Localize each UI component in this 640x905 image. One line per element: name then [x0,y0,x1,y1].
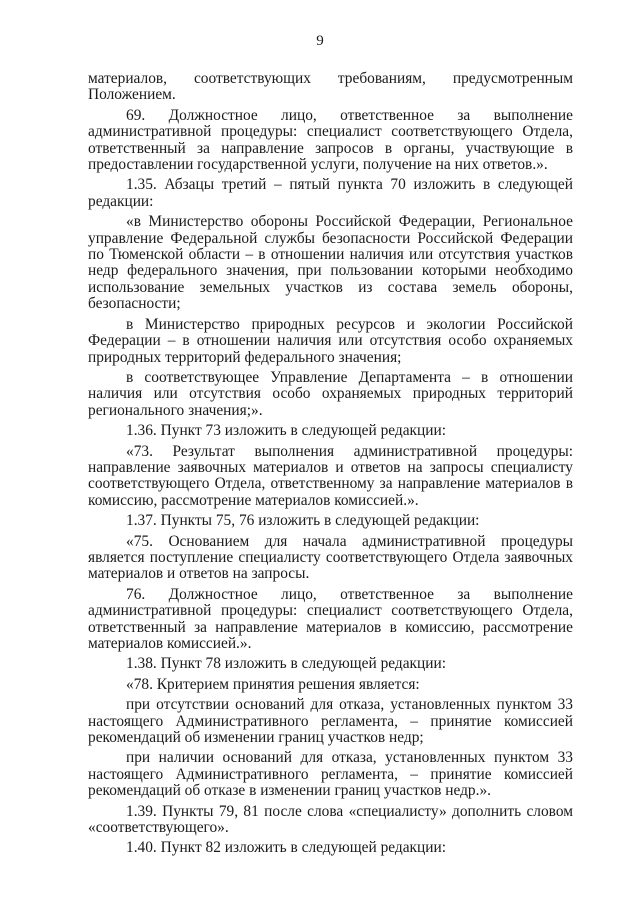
paragraph-item-75: «75. Основанием для начала административной процедуры является поступление специалисту соответствующего Отдела заявочных материалов и ответов на запросы. [88,532,573,583]
paragraph-item-76: 76. Должностное лицо, ответственное за выполнение административной процедуры: специалист соответствующего Отдела, ответственный за направление материалов в комиссию, рассмотрение материалов комиссией.». [88,585,573,652]
paragraph-amendment-1-39: 1.39. Пункты 79, 81 после слова «специалисту» дополнить словом «соответствующего». [88,802,573,837]
paragraph-amendment-1-36: 1.36. Пункт 73 изложить в следующей редакции: [126,422,447,440]
paragraph-no-grounds-for-refusal: при отсутствии оснований для отказа, установленных пунктом 33 настоящего Административного регламента, – принятие комиссией рекомендаций об изменении границ участков недр; [88,696,573,747]
paragraph-ministry-of-natural-resources: в Министерство природных ресурсов и экологии Российской Федерации – в отношении наличия или отсутствия особо охраняемых природных территорий федерального значения; [88,315,573,366]
paragraph-grounds-for-refusal: при наличии оснований для отказа, установленных пунктом 33 настоящего Административного регламента, – принятие комиссией рекомендаций об отказе в изменении границ участков недр.». [88,749,573,800]
paragraph-amendment-1-40: 1.40. Пункт 82 изложить в следующей редакции: [126,839,447,857]
paragraph-department-office: в соответствующее Управление Департамента – в отношении наличия или отсутствия особо охраняемых природных территорий регионального значения;». [88,368,573,419]
paragraph-item-78: «78. Критерием принятия решения является: [126,675,420,693]
document-body [88,71,573,857]
paragraph-amendment-1-35: 1.35. Абзацы третий – пятый пункта 70 изложить в следующей редакции: [88,176,573,210]
paragraph-amendment-1-38: 1.38. Пункт 78 изложить в следующей редакции: [126,655,447,673]
paragraph-item-73: «73. Результат выполнения административной процедуры: направление заявочных материалов и ответов на запросы специалисту соответствующего Отдела, ответственному за направление материалов в комиссию, рассмотрение материалов комиссией.». [88,442,573,509]
paragraph-continuation: материалов, соответствующих требованиям, предусмотренным Положением. [88,70,573,104]
paragraph-item-69: 69. Должностное лицо, ответственное за выполнение административной процедуры: специалист соответствующего Отдела, ответственный за направление запросов в органы, участвующие в предоставлении государственной услуги, получение на них ответов.». [88,106,573,174]
paragraph-amendment-1-37: 1.37. Пункты 75, 76 изложить в следующей редакции: [126,512,480,530]
page-number: 9 [316,33,324,49]
paragraph-ministry-of-defense: «в Министерство обороны Российской Федерации, Региональное управление Федеральной службы безопасности Российской Федерации по Тюменской области – в отношении наличия или отсутствия участков недр федерального значения, при пользовании которыми необходимо использование земельных участков из состава земель обороны, безопасности; [88,213,573,313]
